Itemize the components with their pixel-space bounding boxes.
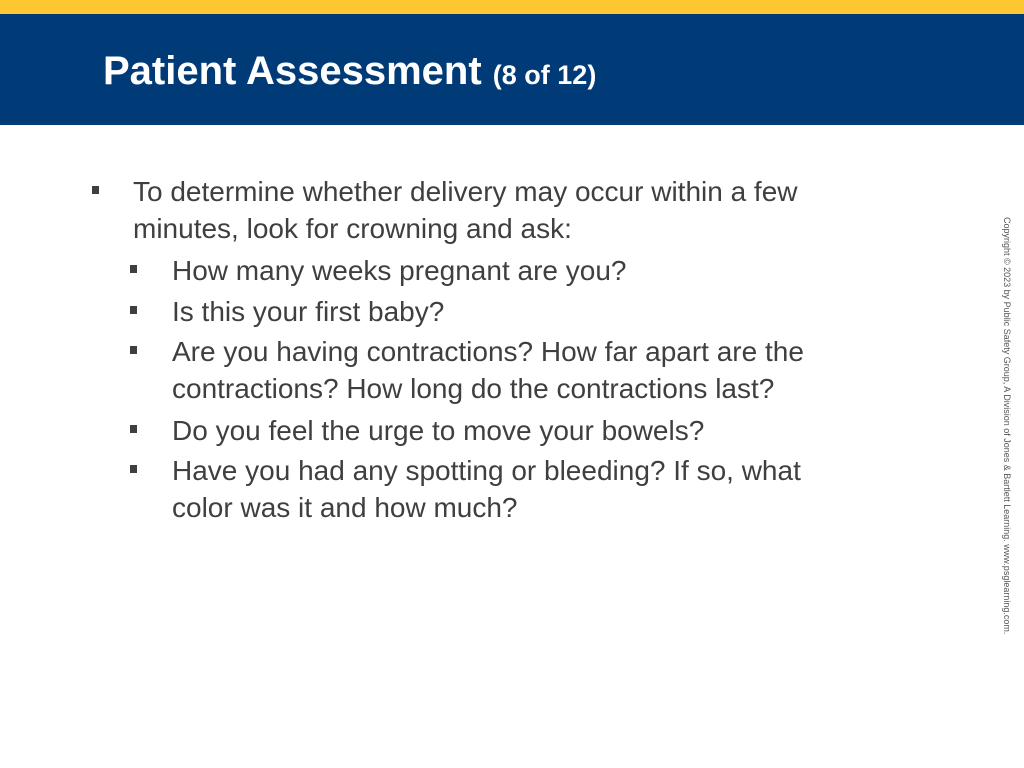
square-bullet-icon [130,306,137,314]
slide-counter: (8 of 12) [492,60,597,90]
bullet-line: Do you feel the urge to move your bowels? [172,415,705,446]
square-bullet-icon [130,346,137,354]
sub-bullet-item [172,252,626,289]
square-bullet-icon [130,465,137,473]
bullet-line: color was it and how much? [172,492,518,523]
bullet-line: Have you had any spotting or bleeding? If so, what [172,455,801,486]
square-bullet-icon [130,425,137,433]
slide-title-text: Patient Assessment [103,49,482,93]
bullet-line: Is this your first baby? [172,296,445,327]
bullet-line: minutes, look for crowning and ask: [133,213,572,244]
square-bullet-icon [92,186,99,194]
bullet-line: How many weeks pregnant are you? [172,255,627,286]
bullet-line: contractions? How long do the contractions last? [172,373,775,404]
sub-bullet-item [172,333,804,407]
slide-title [103,48,596,98]
sub-bullet-item [172,412,704,449]
bullet-item [133,173,798,247]
sub-bullet-item [172,293,444,330]
top-accent-stripe [0,0,1024,14]
bullet-line: To determine whether delivery may occur within a few [133,176,798,207]
bullet-line: Are you having contractions? How far apart are the [172,336,804,367]
sub-bullet-item [172,452,801,526]
copyright-notice: Copyright © 2023 by Public Safety Group, A Division of Jones & Bartlett Learning. www.psglearning.com. [1002,217,1012,635]
square-bullet-icon [130,265,137,273]
